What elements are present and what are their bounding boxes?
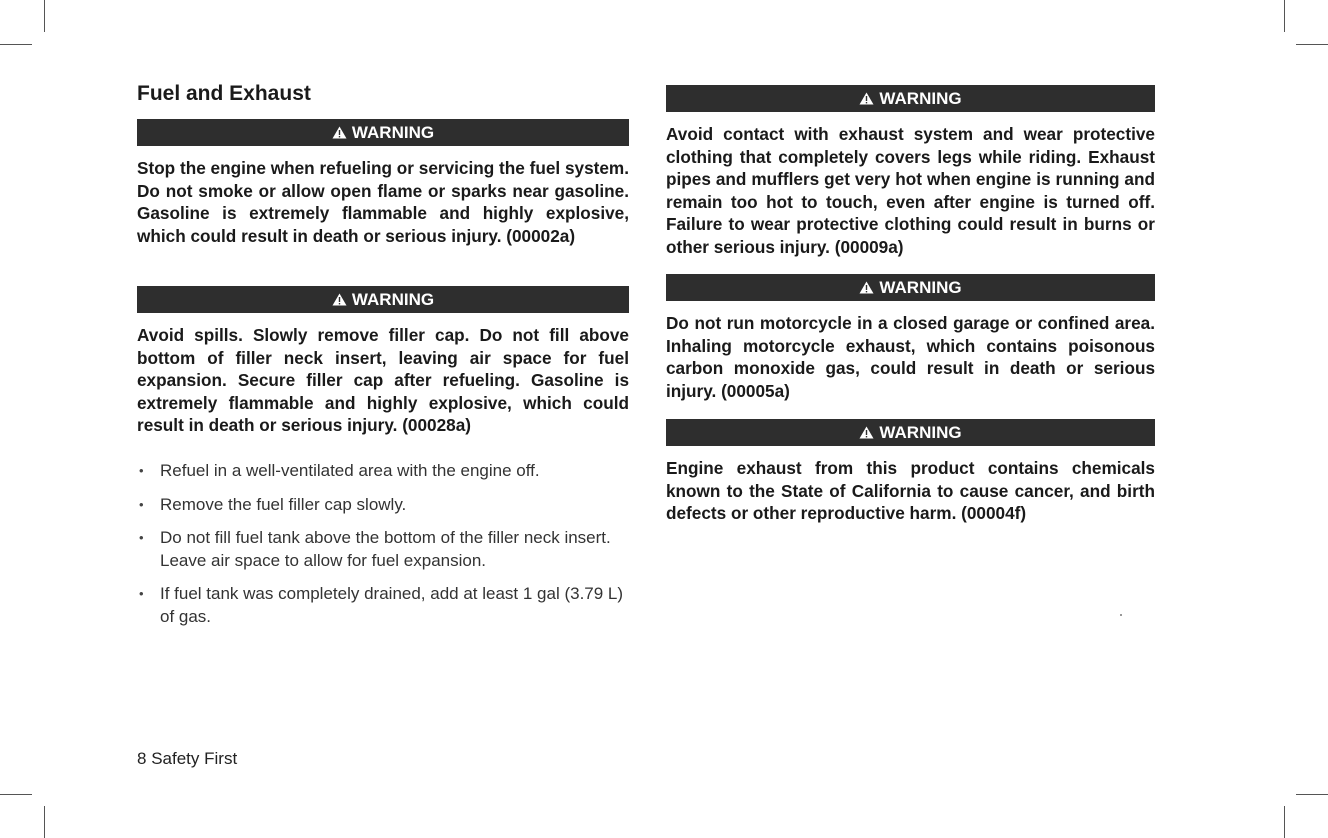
footer-section-title: Safety First bbox=[151, 749, 238, 768]
crop-mark bbox=[44, 806, 45, 838]
crop-mark bbox=[1284, 0, 1285, 32]
warning-label: WARNING bbox=[351, 122, 435, 142]
warning-triangle-icon bbox=[859, 92, 874, 105]
warning-banner bbox=[137, 119, 629, 146]
scan-speck bbox=[1120, 614, 1122, 616]
page-footer bbox=[137, 749, 237, 769]
warning-triangle-icon bbox=[859, 281, 874, 294]
warning-banner bbox=[666, 85, 1155, 112]
warning-text: Engine exhaust from this product contains chemicals known to the State of California to cause cancer, and birth defects or other reproductive harm. (00004f) bbox=[666, 458, 1155, 523]
crop-mark bbox=[0, 44, 32, 45]
warning-triangle-icon bbox=[332, 293, 347, 306]
warning-banner bbox=[137, 286, 629, 313]
crop-mark bbox=[1296, 794, 1328, 795]
list-item: • Refuel in a well-ventilated area with the engine off. bbox=[139, 461, 540, 480]
list-item-text: If fuel tank was completely drained, add at least 1 gal (3.79 L) of gas. bbox=[160, 584, 624, 626]
crop-mark bbox=[44, 0, 45, 32]
list-item: • If fuel tank was completely drained, add at least 1 gal (3.79 L) of gas. bbox=[139, 584, 624, 626]
warning-banner bbox=[666, 274, 1155, 301]
list-item-text: Remove the fuel filler cap slowly. bbox=[160, 494, 407, 514]
crop-mark bbox=[1284, 806, 1285, 838]
warning-text: Avoid spills. Slowly remove filler cap. Do not fill above bottom of filler neck insert, leaving air space for fuel expansion. Secure filler cap after refueling. Gasoline is extremely flammable and highly explosive, which could result in death or serious injury. (00028a) bbox=[137, 325, 629, 435]
refuel-instructions-list bbox=[137, 460, 629, 639]
warning-text: Do not run motorcycle in a closed garage or confined area. Inhaling motorcycle exhaust, which contains poisonous carbon monoxide gas, could result in death or serious injury. (00005a) bbox=[666, 313, 1155, 401]
crop-mark bbox=[0, 794, 32, 795]
page-number: 8 bbox=[137, 749, 147, 768]
warning-text: Avoid contact with exhaust system and wear protective clothing that completely covers legs while riding. Exhaust pipes and mufflers get very hot when engine is running and remain too hot to touch, even after engine is turned off. Failure to wear protective clothing could result in burns or other serious injury. (00009a) bbox=[666, 124, 1155, 257]
list-item: • Do not fill fuel tank above the bottom of the filler neck insert. Leave air space to allow for fuel expansion. bbox=[139, 528, 611, 570]
section-title: Fuel and Exhaust bbox=[137, 82, 311, 105]
warning-triangle-icon bbox=[859, 426, 874, 439]
warning-label: WARNING bbox=[351, 289, 435, 309]
list-item-text: Do not fill fuel tank above the bottom of the filler neck insert. Leave air space to allow for fuel expansion. bbox=[160, 528, 611, 570]
list-item: • Remove the fuel filler cap slowly. bbox=[139, 494, 407, 514]
list-item-text: Refuel in a well-ventilated area with the engine off. bbox=[160, 461, 540, 480]
warning-label: WARNING bbox=[879, 277, 962, 297]
warning-text: Stop the engine when refueling or servicing the fuel system. Do not smoke or allow open flame or sparks near gasoline. Gasoline is extremely flammable and highly explosive, which could result in death or serious injury. (00002a) bbox=[137, 158, 629, 246]
crop-mark bbox=[1296, 44, 1328, 45]
warning-label: WARNING bbox=[879, 422, 962, 442]
warning-triangle-icon bbox=[332, 126, 347, 139]
warning-banner bbox=[666, 419, 1155, 446]
warning-label: WARNING bbox=[879, 88, 962, 108]
